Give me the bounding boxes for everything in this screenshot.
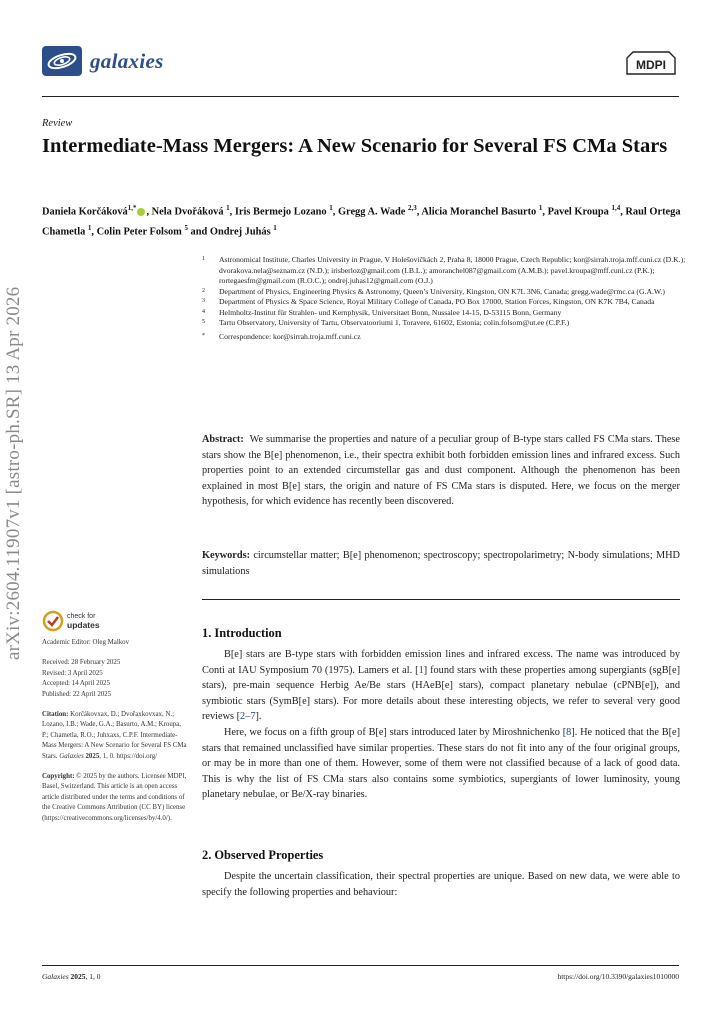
section-heading-introduction: 1. Introduction (202, 626, 282, 640)
author-name: Nela Dvořáková (151, 206, 224, 218)
mdpi-logo-icon (623, 50, 679, 78)
paper-title: Intermediate-Mass Mergers: A New Scenario for Several FS CMa Stars (42, 135, 668, 157)
author-affil: 2,3 (408, 204, 417, 212)
citation-tail: , 1, 0. https://doi.org/ (99, 752, 158, 760)
arxiv-stamp: arXiv:2604.11907v1 [astro-ph.SR] 13 Apr 2026 (3, 286, 24, 660)
affiliation-text: Department of Physics & Space Science, Royal Military College of Canada, PO Box 17000, Station Forces, Kingston, ON K7K 7B4, Canada (219, 297, 655, 306)
citation-link[interactable]: 8 (566, 726, 572, 738)
paragraph (202, 725, 680, 803)
author-name: Daniela Korčáková (42, 206, 128, 218)
affiliation-number: * (202, 332, 205, 339)
citation-link[interactable]: 1 (418, 664, 424, 676)
citation-label: Citation: (42, 711, 69, 719)
author-list: Daniela Korčáková$^{1,*}$ , Nela Dvořáková $^1$, Iris Bermejo Lozano $^1$, Gregg A. Wade $^{2,3}$, Alicia Moranchel Basurto $^1$, Pavel Kroupa $^{1,4}$, Raul Ortega Chametla $^1$, Colin Peter Folsom $^5$ and Ondrej Juhás $^1$ (42, 204, 681, 238)
check-updates-label: check for (67, 613, 96, 620)
orcid-icon[interactable] (137, 208, 145, 216)
introduction-body (202, 647, 680, 803)
affiliation-item (202, 332, 687, 343)
affiliations (202, 255, 687, 342)
affiliation-item (202, 308, 687, 319)
affiliation-text: Tartu Observatory, University of Tartu, Observatooriumi 1, Toravere, 61602, Estonia; colin.folsom@ut.ee (C.P.F.) (219, 318, 570, 327)
footer-volume: , 1, 0 (85, 972, 101, 981)
author-affil: 1 (87, 224, 92, 233)
paragraph: Despite the uncertain classification, their spectral properties are unique. Based on new data, we were able to specify the following properties and behaviour: (202, 871, 680, 898)
check-updates-icon (42, 610, 64, 632)
keywords (202, 548, 680, 579)
header-divider (42, 96, 679, 97)
article-info-sidebar (42, 610, 187, 824)
journal-logo (42, 46, 164, 76)
copyright-text: © 2025 by the authors. Licensee MDPI, Basel, Switzerland. This article is an open access article distributed under the terms and conditions of the Creative Commons Attribution (CC BY) license (https://creativecommons.org/licenses/by/4.0/). (42, 773, 187, 822)
author-name: Pavel Kroupa (547, 206, 609, 218)
affiliation-text: Astronomical Institute, Charles University in Prague, V Holešovičkách 2, Praha 8, 18000 Prague, Czech Republic; kor@sirrah.troja.mff.cuni.cz (D.K.); dvorakova.nela@seznam.cz (N.D.); irisberloz@gmail.com (I.B.L.); amoranchel087@gmail.com (A.M.B.); pavel.kroupa@mff.cuni.cz (P.K.); rortegaesfm@gmail.com (R.O.C.); ondrej.juhas12@gmail.com (O.J.) (219, 255, 686, 285)
paragraph (202, 647, 680, 725)
author-affil: 1 (538, 204, 543, 212)
citation-journal: Galaxies (59, 752, 84, 760)
author-name: Gregg A. Wade (337, 206, 406, 218)
text-run: ]. He noticed that the B[e] stars that remained unclassified have similar properties. These stars do not fit into any of the four original groups, or may be in more than one of them. However, some of them were not classified because of a lack of good data. This is why the list of FS CMa stars also contains some symbiotics, supergiants of lower luminosity, young planetary nebulae, or Be/X-ray binaries. (202, 726, 680, 801)
footer-citation (42, 972, 101, 981)
affiliation-number: 5 (202, 319, 205, 325)
copyright-label: Copyright: (42, 773, 75, 781)
text-run: ] found stars with these properties among supergiants (sgB[e] stars), pre-main sequence Herbig Ae/Be stars (HAeB[e] stars), compact planetary nebulae (cPNB[e]), and symbiotic stars (SymB[e] stars). For more details about these interesting objects, we refer to several very good reviews [ (202, 664, 680, 723)
updates-label: updates (67, 620, 100, 630)
author-affil: 1,* (127, 204, 137, 212)
keywords-label: Keywords: (202, 550, 251, 561)
published-date: Published: 22 April 2025 (42, 690, 112, 698)
author-name: Iris Bermejo Lozano (234, 206, 327, 218)
author-affil: 1,4 (611, 204, 621, 212)
affiliation-number: 1 (202, 256, 205, 262)
received-date: Received: 28 February 2025 (42, 659, 121, 667)
affiliation-number: 3 (202, 298, 205, 304)
author-name: Raul Ortega Chametla (42, 206, 681, 238)
affiliation-text: Helmholtz-Institut für Strahlen- und Kernphysik, Universitaet Bonn, Nussalee 14-15, D-53115 Bonn, Germany (219, 307, 562, 317)
galaxies-logo-icon (42, 46, 82, 76)
text-run: ]. (255, 711, 262, 723)
abstract (202, 432, 680, 510)
text-run: Here, we focus on a fifth group of B[e] stars introduced later by Miroshnichenko [ (224, 726, 567, 738)
citation-year: 2025 (85, 752, 100, 760)
author-name: Ondrej Juhás (209, 226, 271, 238)
journal-name: galaxies (90, 48, 164, 73)
footer-journal: Galaxies (42, 972, 69, 981)
footer-divider (42, 965, 679, 966)
revised-date: Revised: 3 April 2025 (42, 669, 103, 677)
footer-doi[interactable]: https://doi.org/10.3390/galaxies1010000 (557, 972, 679, 981)
affiliation-number: 2 (202, 287, 205, 294)
author-affil: 5 (184, 224, 188, 233)
citation (42, 710, 187, 762)
article-type: Review (42, 118, 73, 129)
publisher-name: MDPI (636, 58, 666, 72)
correspondence-text: Correspondence: kor@sirrah.troja.mff.cuni.cz (219, 331, 361, 341)
citation-link[interactable]: 2–7 (240, 711, 256, 723)
author-affil: 1 (329, 204, 333, 212)
author-name: Colin Peter Folsom (96, 226, 182, 238)
affiliation-number: 4 (202, 308, 205, 315)
affiliation-item (202, 287, 687, 298)
copyright (42, 772, 187, 824)
mdpi-logo (623, 50, 679, 83)
observed-properties-body (202, 869, 680, 900)
author-affil: 1 (226, 204, 230, 212)
check-for-updates-badge[interactable] (42, 610, 187, 632)
abstract-label: Abstract: (202, 434, 244, 445)
affiliation-item (202, 318, 687, 329)
keywords-text: circumstellar matter; B[e] phenomenon; spectroscopy; spectropolarimetry; N-body simulations; MHD simulations (202, 550, 680, 577)
affiliation-item (202, 297, 687, 308)
section-heading-observed-properties: 2. Observed Properties (202, 848, 324, 862)
academic-editor: Academic Editor: Oleg Malkov (42, 639, 130, 646)
affiliation-item (202, 255, 687, 287)
text-run: B[e] stars are B-type stars with forbidden emission lines and infrared excess. The name was introduced by Conti at IAU Symposium 70 (1975). Lamers et al. [ (202, 649, 680, 676)
keywords-divider (202, 599, 680, 600)
abstract-text: We summarise the properties and nature of a peculiar group of B-type stars called FS CMa stars. These stars show the B[e] phenomenon, i.e., their spectra exhibit both forbidden emission lines and infrared excess. Such properties point to an extended circumstellar gas and dust component. Although the phenomenon has been explained in most B[e] stars, the origin and nature of FS CMa stars is disputed. Here, we focus on the merger hypothesis, for which evidence has recently been discovered. (202, 434, 681, 507)
footer-year: 2025 (70, 972, 86, 981)
author-affil: 1 (273, 224, 277, 233)
citation-text: Korčákovxax, D.; Dvořaxkovxax, N.; Lozano, I.B.; Wade, G.A.; Basurto, A.M.; Kroupa, P.; Chametla, R.O.; Juhxaxs, C.P.F. Intermediate-Mass Mergers: A New Scenario for Several FS CMa Stars. (42, 711, 187, 760)
accepted-date: Accepted: 14 April 2025 (42, 680, 110, 688)
author-name: Alicia Moranchel Basurto (421, 206, 537, 218)
affiliation-text: Department of Physics, Engineering Physics & Astronomy, Queen’s University, Kingston, ON K7L 3N6, Canada; gregg.wade@rmc.ca (G.A.W.) (219, 286, 665, 296)
